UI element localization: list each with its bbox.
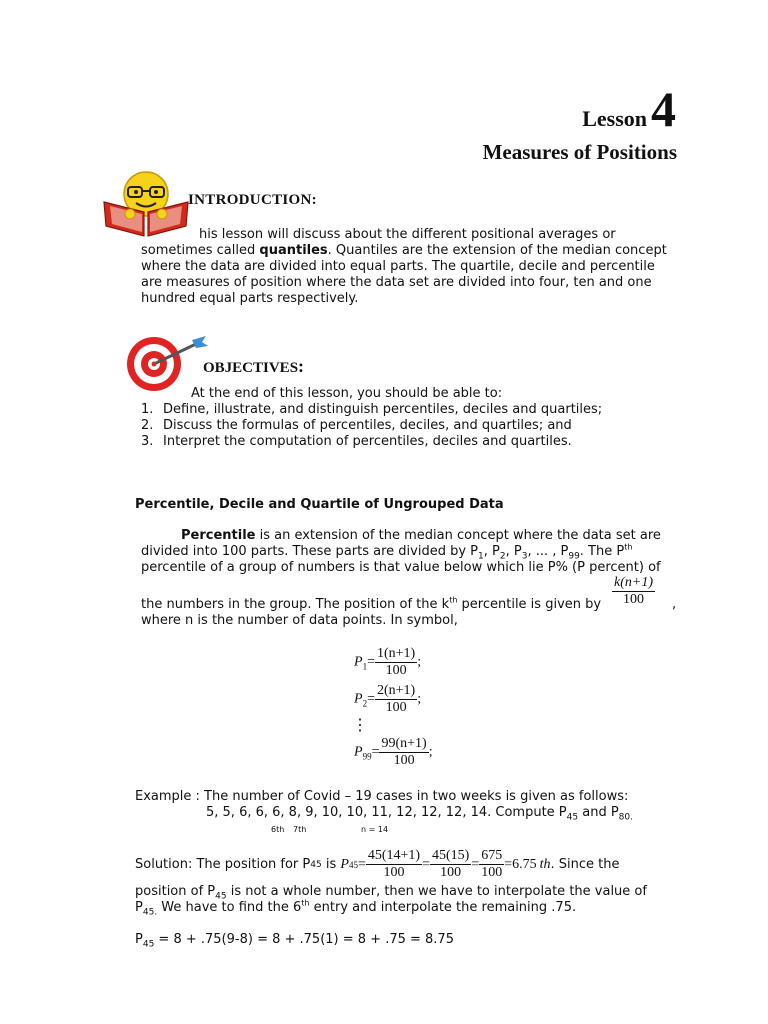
objectives-lead: At the end of this lesson, you should be able to: (191, 386, 503, 401)
formula-p2: $P_2=$ $\frac{2(n+1)}{100}$ ; (354, 683, 422, 715)
target-icon (126, 336, 208, 392)
introduction-heading: INTRODUCTION: (188, 192, 317, 208)
intro-line-4: are measures of position where the data set are divided into four, ten and one (141, 275, 652, 290)
objective-item-2: 2. Discuss the formulas of percentiles, deciles, and quartiles; and (141, 418, 572, 433)
example-line-2: 5, 5, 6, 6, 6, 8, 9, 10, 10, 11, 12, 12, 12, 14. Compute $P_{45}$ and $P_{80.}$ (206, 805, 633, 823)
annotation-n: n = 14 (361, 825, 389, 834)
intro-line-3: where the data are divided into equal parts. The quartile, decile and percentile (141, 259, 655, 274)
objective-item-1: 1. Define, illustrate, and distinguish percentiles, deciles and quartiles; (141, 402, 603, 417)
intro-line-2: sometimes called quantiles. Quantiles are the extension of the median concept (141, 243, 667, 258)
section-heading: Percentile, Decile and Quartile of Ungrouped Data (135, 497, 504, 512)
lesson-title (582, 81, 676, 137)
quantiles-term: quantiles (259, 243, 328, 258)
percentile-term: Percentile (181, 528, 256, 543)
vertical-dots: ⋮ (352, 717, 368, 734)
objectives-list (141, 402, 602, 450)
solution-line-1: Solution: The position for P 45 is P 45 = $\frac{45(14+1)}{100}$ = $\frac{45(15)}{100}$ = $\frac{675}{100}$ =6.75 th . Since the (135, 848, 620, 880)
page-subtitle: Measures of Positions (482, 140, 677, 164)
formula-p1: $P_1=$ $\frac{1(n+1)}{100}$ ; (354, 646, 422, 678)
percentile-paragraph (141, 528, 701, 576)
solution-final: $P_{45} = 8 + .75(9-8) = 8 + .75(1) = 8 + .75 = 8.75$ (135, 932, 454, 950)
lesson-number: 4 (651, 81, 676, 137)
formula-p99: $P_{99}=$ $\frac{99(n+1)}{100}$ ; (354, 736, 433, 768)
annotation-7th: 7th (293, 825, 307, 834)
introduction-paragraph (141, 227, 701, 307)
intro-line-5: hundred equal parts respectively. (141, 291, 359, 306)
objective-item-3: 3. Interpret the computation of percentiles, deciles and quartiles. (141, 434, 572, 449)
percentile-line-4: the numbers in the group. The position of the $k^{th}$ percentile is given by (141, 595, 602, 612)
lesson-word: Lesson (582, 106, 647, 131)
percentile-line-2: divided into 100 parts. These parts are divided by $P_1$, $P_2$, $P_3$, ... , $P_{99}$. The $P^{th}$ (141, 542, 633, 562)
annotation-6th: 6th (271, 825, 285, 834)
percentile-line-1: Percentile is an extension of the median concept where the data set are (181, 528, 661, 543)
objectives-heading: OBJECTIVES: (203, 356, 305, 376)
fraction-comma: , (672, 597, 677, 612)
example-line-1: Example : The number of Covid – 19 cases in two weeks is given as follows: (135, 789, 629, 804)
intro-line-1: his lesson will discuss about the different positional averages or (199, 227, 616, 242)
solution-line-2: position of $P_{45}$ is not a whole number, then we have to interpolate the value of (135, 884, 647, 902)
solution-line-3: $P_{45.}$ We have to find the 6th entry and interpolate the remaining .75. (135, 898, 577, 918)
percentile-line-3: percentile of a group of numbers is that value below which lie P% (P percent) of (141, 560, 661, 575)
percentile-line-5: where n is the number of data points. In symbol, (141, 613, 458, 628)
position-fraction: $\frac{k(n+1)}{100}$ (614, 575, 653, 607)
